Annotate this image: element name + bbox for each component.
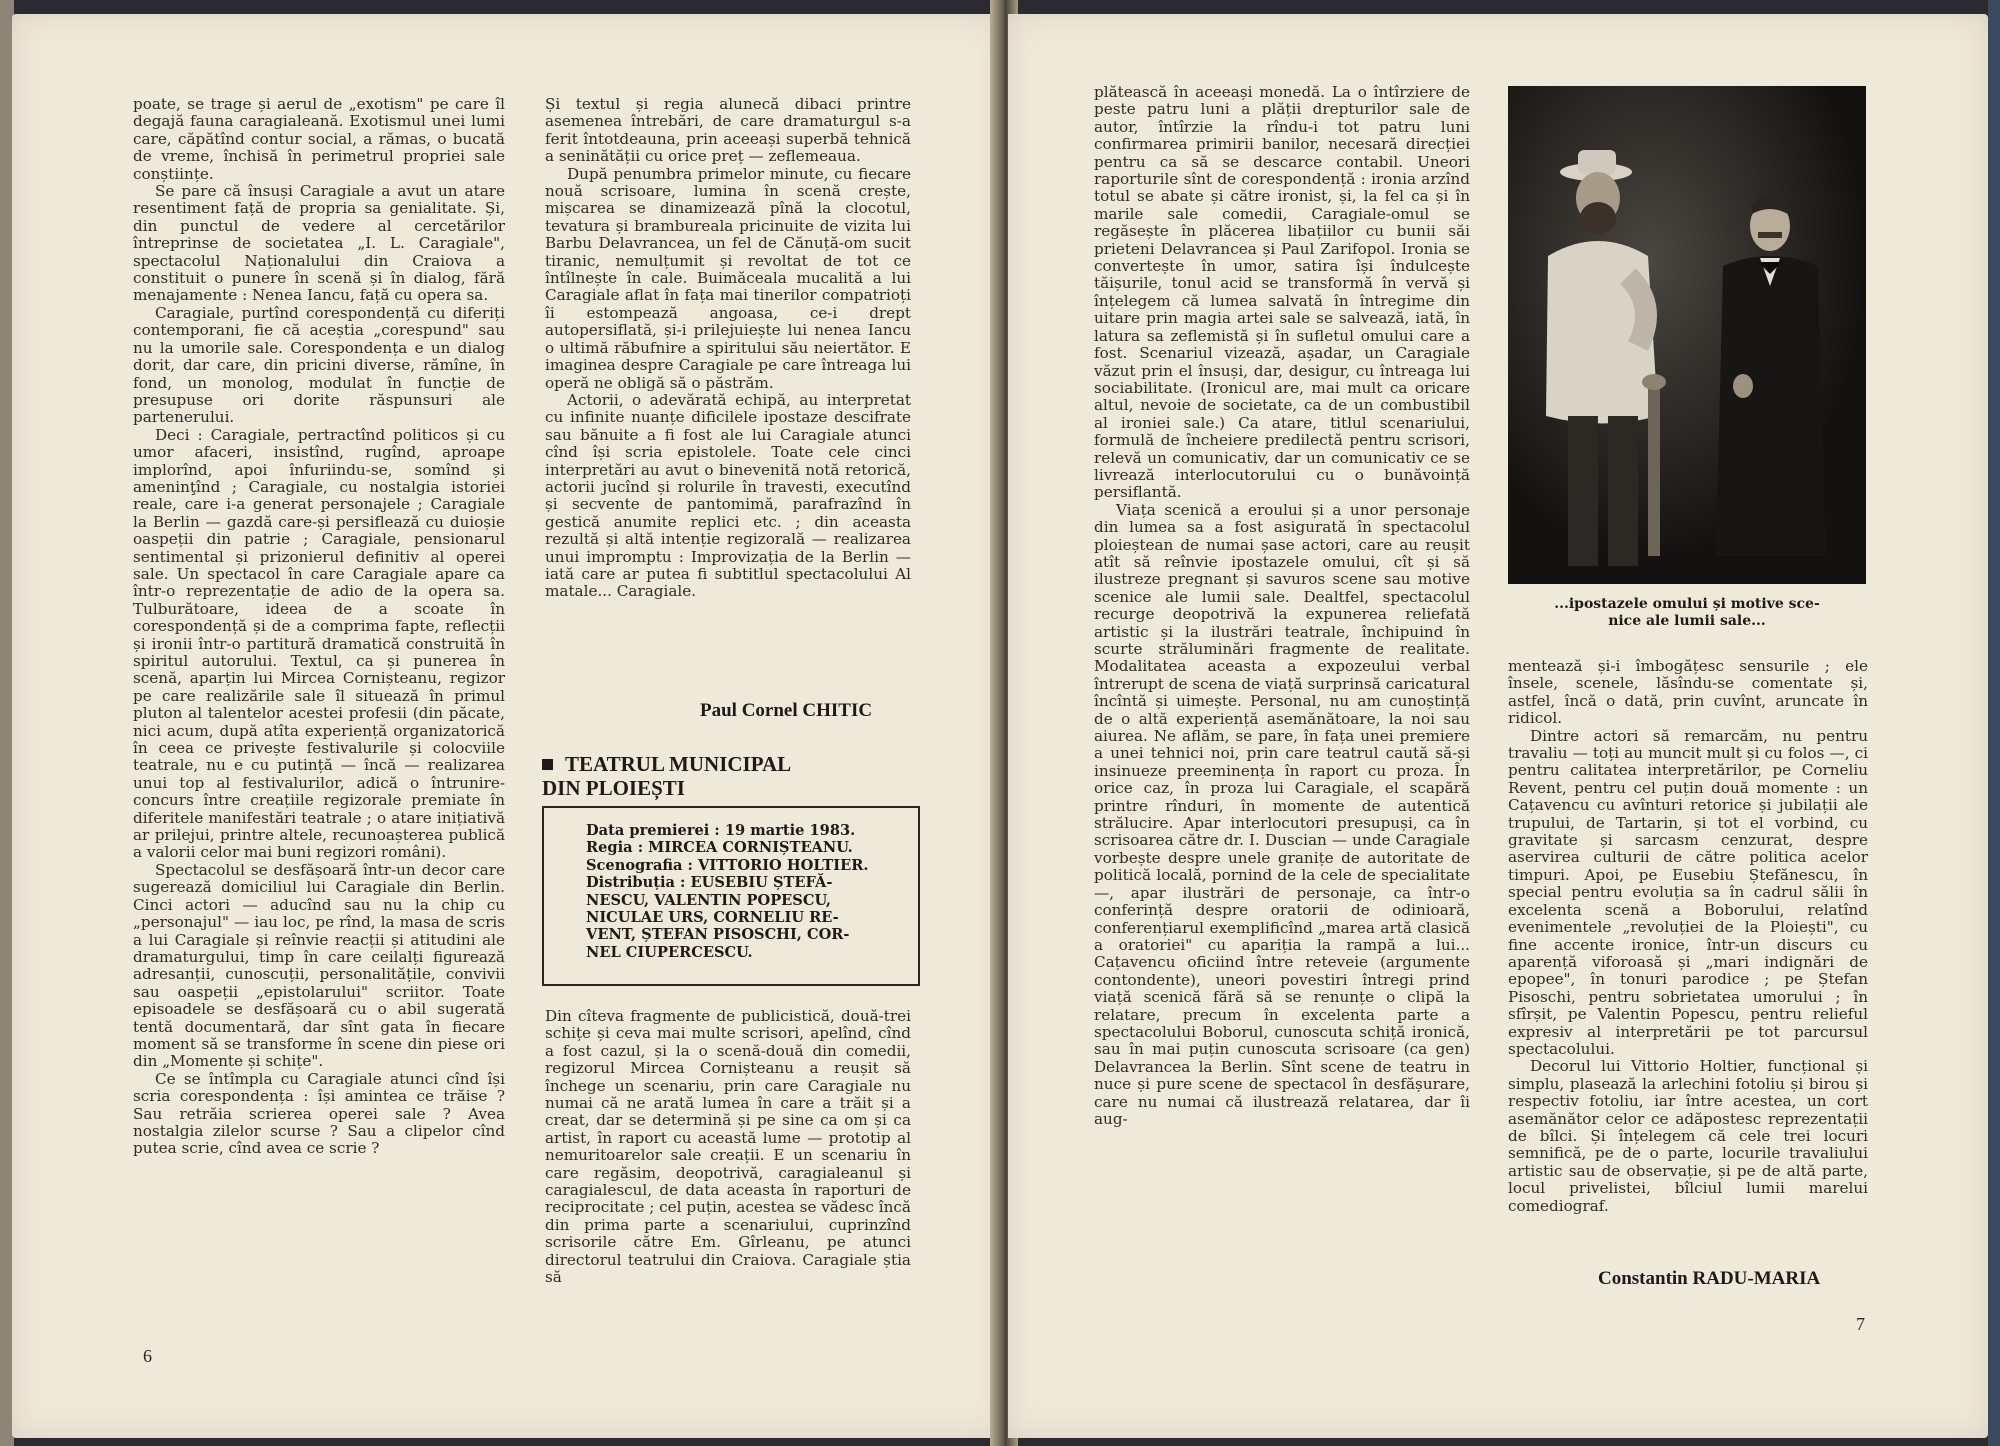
actors-photo-image xyxy=(1508,86,1866,584)
left-column-2-top xyxy=(545,96,911,601)
stage-photo xyxy=(1508,86,1866,584)
credits-line: NESCU, VALENTIN POPESCU, xyxy=(586,891,831,909)
square-bullet-icon xyxy=(542,759,553,770)
section-title xyxy=(542,752,922,800)
paragraph: poate, se trage și aerul de „exotism" pe care îl degajă fauna caragialeană. Exotismul unei lumi care, căpătînd contur social, a rămas, o bucată de vreme, închisă în perimetrul propriei sale conștiințe. xyxy=(133,95,505,183)
paragraph: Din cîteva fragmente de publicistică, două-trei schițe și ceva mai multe scrisori, apelînd, cînd a fost cazul, și la o scenă-două din comedii, regizorul Mircea Cornișteanu a reușit să închege un scenariu, prin care Caragiale nu numai că ne arată lumea în care a trăit și a creat, dar se determină și pe sine ca om și ca artist, în raport cu această lume — prototip al nemuritoarelor sale creații. E un scenariu în care regăsim, deopotrivă, caragialeanul și caragialescul, de data aceasta în raporturi de reciprocitate ; cel puțin, acestea se vădesc încă din prima parte a scenariului, cuprinzînd scrisorile către Em. Gîrleanu, pe atunci directorul teatrului din Craiova. Caragiale știa să xyxy=(545,1007,911,1287)
page-number-left: 6 xyxy=(143,1346,152,1366)
credits-line: Data premierei : 19 martie 1983. xyxy=(586,822,856,839)
left-column-1 xyxy=(133,96,505,1158)
paragraph: plătească în aceeași monedă. La o întîrziere de peste patru luni a plății drepturilor sale de autor, întîrzie la rîndu-i tot patru luni confirmarea primirii banilor, necesară direcției pentru ca să se descarce contabil. Uneori raporturile sînt de corespondență : ironia arzînd totul se abate și către ironist, și, la fel ca și în marile sale comedii, Caragiale-omul se regăsește în plăcerea libațiilor cu bunii săi prieteni Delavrancea și Paul Zarifopol. Ironia se convertește în umor, satira își îndulcește tăișurile, tonul acid se transformă în vervă și înțelegem că lumea salvată în întregime din uitare prin magia artei sale se salvează, iată, în latura sa zeflemistă și în sufletul omului care a fost. Scenariul vizează, așadar, un Caragiale văzut prin el însuși, dar, desigur, cu întreaga lui sociabilitate. (Ironicul are, mai mult ca oricare altul, nevoie de societate, ca de un combustibil al ironiei sale.) Ca atare, titlul scenariului, formulă de încheiere predilectă pentru scrisori, relevă un comunicativ, dar un comunicativ ce se livrează interlocutorului cu o bunăvoință persiflantă. xyxy=(1094,83,1470,502)
credits-line: Scenografia : VITTORIO HOLTIER. xyxy=(586,856,869,874)
paragraph: Deci : Caragiale, pertractînd politicos și cu umor afaceri, insistînd, rugînd, aproape implorînd, apoi înfuriindu-se, somînd și ameninţînd ; Caragiale, cu nostalgia istoriei reale, care i-a generat personajele ; Caragiale la Berlin — gazdă care-și persiflează cu duioșie oaspeții din patrie ; Caragiale, pensionarul sentimental și prizonierul definitiv al operei sale. Un spectacol în care Caragiale apare ca într-o reprezentație de adio de la opera sa. Tulburătoare, ideea de a scoate în corespondență și de a comprima fapte, reflecții și ironii într-o partitură dramatică construită în spiritul autorului. Textul, ca și punerea în scenă, aparțin lui Mircea Cornișteanu, regizor pe care realizările sale îl situează în primul pluton al talentelor acestei profesii (din păcate, nici acum, după atîta experiență organizatorică în ceea ce privește festivalurile și colocviile teatrale, nu e cu putință — încă — realizarea unui top al festivalurilor, adică o întrunire-concurs între creațiile regizorale premiate în diferitele manifestări teatrale ; o atare inițiativă ar prilejui, printre altele, recunoașterea publică a valorii celor mai buni regizori români). xyxy=(133,425,505,862)
paragraph: Spectacolul se desfășoară într-un decor care sugerează domiciliul lui Caragiale din Berlin. Cinci actori — aducînd sau nu la chip cu „personajul" — iau loc, pe rînd, la masa de scris a lui Caragiale și reînvie reacții și atitudini ale dramaturgului, timp în care ceilalți figurează adresanții, cunoscuții, personalitățile, convivii sau oaspeții „epistolarului" scriitor. Toate episoadele se desfășoară cu o abil sugerată tentă documentară, dar sînt gata în fiecare moment să se transforme în scene din piese ori din „Momente și schițe". xyxy=(133,860,505,1071)
signature-right: Constantin RADU-MARIA xyxy=(1598,1268,1821,1289)
section-title-line2: DIN PLOIEȘTI xyxy=(542,776,685,800)
credits-line: NEL CIUPERCESCU. xyxy=(586,943,753,961)
left-column-2-bottom xyxy=(545,1008,911,1287)
caption-line-2: nice ale lumii sale... xyxy=(1608,613,1766,629)
credits-line: Regia : MIRCEA CORNIȘTEANU. xyxy=(586,839,853,857)
credits-line: Distribuția : EUSEBIU ȘTEFĂ- xyxy=(586,874,833,892)
book-right-edge xyxy=(1988,0,2000,1446)
signature-left: Paul Cornel CHITIC xyxy=(700,700,873,721)
paragraph: Viața scenică a eroului și a unor personaje din lumea sa a fost asigurată în spectacolul ploieștean de numai șase actori, care au reușit atît să reînvie ipostazele omului, cît și să ilustreze pregnant și savuros scene sau motive scenice ale lumii sale. Dealtfel, spectacolul recurge deopotrivă la expunerea reliefată artistic și la ilustrări teatrale, închipuind în scurte străluminări fragmente de realitate. Modalitatea aceasta a expozeului verbal întrerupt de scena de viață surprinsă caricatural încîntă și uimește. Personal, nu am cunoștință de o altă experiență asemănătoare, la noi sau aiurea. Ne aflăm, se pare, în fața unei premiere a unei tehnici noi, prin care teatrul caută să-și insinueze preeminența în raport cu proza. În orice caz, în proza lui Caragiale, el scapără printre rînduri, în momente de autentică strălucire. Apar interlocutori presupuși, ca în scrisoarea către dr. I. Duscian — unde Caragiale vorbește despre unele granițe de autoritate de politică locală, pornind de la cele de specialitate —, apar ilustrări de personaje, ca într-o conferință despre oratorii de odinioară, conferențiarul exemplificînd „marea artă clasică a oratoriei" cu apariția la rampă a lui... Cațavencu oficiind între reteveie (argumente contondente), uneori povestiri întregi prind viață scenică fără să se renunțe o clipă la relatare, precum în excelenta parte a spectacolului Boborul, cunoscuta schiță ironică, sau în mai puțin cunoscuta scrisoare (ca gen) Delavrancea la Berlin. Sînt scene de teatru in nuce și pure scene de spectacol în desfășurare, care nu numai că ilustrează relatarea, dar îi aug- xyxy=(1094,500,1470,1128)
credits-line: VENT, ȘTEFAN PISOSCHI, COR- xyxy=(586,926,850,944)
credits-box xyxy=(542,806,920,986)
paragraph: Se pare că însuși Caragiale a avut un atare resentiment față de propria sa genialitate. Și, din punctul de vedere al cercetărilor întreprinse de societatea „I. L. Caragiale", spectacolul Naționalului din Craiova a constituit o punere în scenă și în dialog, fără menajamente : Nenea Iancu, față cu opera sa. xyxy=(133,182,505,305)
paragraph: Decorul lui Vittorio Holtier, funcțional și simplu, plasează la arlechini fotoliu și birou și respectiv fotoliu, iar între acestea, un cort asemănător celor ce adăpostesc reprezentații de bîlci. Și înțelegem că cele trei locuri semnifică, pe de o parte, locurile travaliului artistic sau de observație, și pe de altă parte, locul privelistei, bîlciul lumii marelui comediograf. xyxy=(1508,1057,1868,1215)
page-number-right: 7 xyxy=(1856,1314,1865,1334)
paragraph: mentează și-i îmbogățesc sensurile ; ele însele, scenele, lăsîndu-se comentate și, astfel, încă o dată, prin cuvînt, aruncate în ridicol. xyxy=(1508,657,1868,728)
paragraph: Caragiale, purtînd corespondență cu diferiți contemporani, fie că aceștia „corespund" sau nu la umorile sale. Corespondența e un dialog dorit, dar care, din pricini diverse, rămîne, în fond, un monolog, modulat în funcție de presupuse ori dorite răspunsuri ale partenerului. xyxy=(133,303,505,427)
photo-caption xyxy=(1508,596,1866,630)
paragraph: Și textul și regia alunecă dibaci printre asemenea întrebări, de care dramaturgul s-a ferit întotdeauna, prin aceeași superbă tehnică a seninătății cu orice preț — zeflemeaua. xyxy=(545,95,911,166)
right-column-1 xyxy=(1094,84,1470,1128)
paragraph: Actorii, o adevărată echipă, au interpretat cu infinite nuanțe dificilele ipostaze descifrate sau bănuite a fi fost ale lui Caragiale atunci cînd își scria epistolele. Toate cele cinci interpretări au avut o binevenită notă retorică, actorii jucînd și rolurile în travesti, executînd și secvente de pantomimă, parafrazînd în gestică anumite replici etc. ; din aceasta rezultă și altă intenție regizorală — realizarea unui impromptu : Improvizația de la Berlin — iată care ar putea fi subtitlul spectacolului Al matale... Caragiale. xyxy=(545,390,911,601)
paragraph: Ce se întîmpla cu Caragiale atunci cînd își scria corespondența : își amintea ce trăise ? Sau retrăia scrierea operei sale ? Avea nostalgia zilelor scurse ? Sau a clipelor cînd putea scrie, cînd avea ce scrie ? xyxy=(133,1069,505,1158)
paragraph: Dintre actori să remarcăm, nu pentru travaliu — toți au muncit mult și cu folos —, ci pentru calitatea interpretărilor, pe Corneliu Revent, pentru cel puțin două momente : un Cațavencu cu avînturi retorice și jubilații ale trupului, de Tartarin, și tot el vorbind, cu gravitate și sarcasm cenzurat, despre aservirea culturii de către politica acelor timpuri. Apoi, pe Eusebiu Ștefănescu, în special pentru evoluția sa în cadrul sălii în excelenta scenă a Boborului, relatînd evenimentele „revoluției de la Ploiești", cu fine accente ironice, într-un discurs cu aparență viforoasă și „mari indignări de epopee", în tonuri parodice ; pe Ștefan Pisoschi, pentru sobrietatea umorului ; în sfîrșit, pe Valentin Popescu, pentru relieful expresiv al interpretării pe tot parcursul spectacolului. xyxy=(1508,726,1868,1058)
paragraph: După penumbra primelor minute, cu fiecare nouă scrisoare, lumina în scenă crește, mișcarea se dinamizează pînă la clocotul, tevatura și bramburealа pricinuite de vizita lui Barbu Delavrancea, un fel de Cănuță-om sucit tiranic, nemulțumit și revoltat de tot ce întîlnește în cale. Buimăceala mucalită a lui Caragiale aflat în fața mai tinerilor compatrioți îi estompează angoasa, ce-i drept autopersiflată, și-i prilejuiește lui nenea Iancu o ultimă răbufnire a spiritului său neiertător. E imaginea despre Caragiale pe care întreaga lui operă ne obligă să o păstrăm. xyxy=(545,164,911,392)
credits-line: NICULAE URS, CORNELIU RE- xyxy=(586,909,839,927)
section-title-line1: TEATRUL MUNICIPAL xyxy=(565,752,792,776)
right-column-2 xyxy=(1508,658,1868,1215)
caption-line-1: ...ipostazele omului și motive sce- xyxy=(1554,596,1820,612)
